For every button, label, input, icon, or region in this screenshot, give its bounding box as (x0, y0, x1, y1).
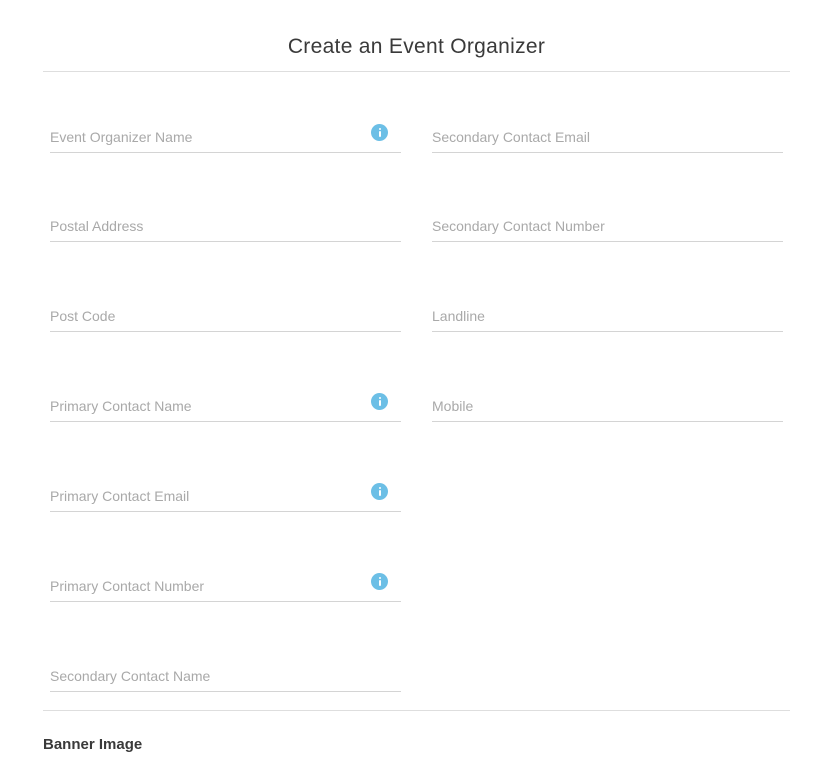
secondary-contact-email-field (432, 122, 783, 153)
primary-contact-number-input[interactable] (50, 571, 370, 601)
section-divider (43, 710, 790, 711)
post-code-input[interactable] (50, 301, 370, 331)
info-icon[interactable] (371, 573, 388, 590)
primary-contact-name-input[interactable] (50, 391, 370, 421)
info-icon[interactable] (371, 483, 388, 500)
event-organizer-name-field (50, 122, 401, 153)
primary-contact-email-field (50, 481, 401, 512)
secondary-contact-name-input[interactable] (50, 661, 370, 691)
mobile-input[interactable] (432, 391, 752, 421)
landline-field (432, 301, 783, 332)
secondary-contact-number-input[interactable] (432, 211, 752, 241)
info-icon[interactable] (371, 393, 388, 410)
post-code-field (50, 301, 401, 332)
primary-contact-number-field (50, 571, 401, 602)
secondary-contact-email-input[interactable] (432, 122, 752, 152)
primary-contact-email-input[interactable] (50, 481, 370, 511)
primary-contact-name-field (50, 391, 401, 422)
info-icon[interactable] (371, 124, 388, 141)
landline-input[interactable] (432, 301, 752, 331)
postal-address-input[interactable] (50, 211, 370, 241)
title-divider (43, 71, 790, 72)
banner-image-heading: Banner Image (43, 736, 143, 753)
secondary-contact-number-field (432, 211, 783, 242)
mobile-field (432, 391, 783, 422)
page-title: Create an Event Organizer (287, 35, 546, 58)
event-organizer-name-input[interactable] (50, 122, 370, 152)
postal-address-field (50, 211, 401, 242)
secondary-contact-name-field (50, 661, 401, 692)
